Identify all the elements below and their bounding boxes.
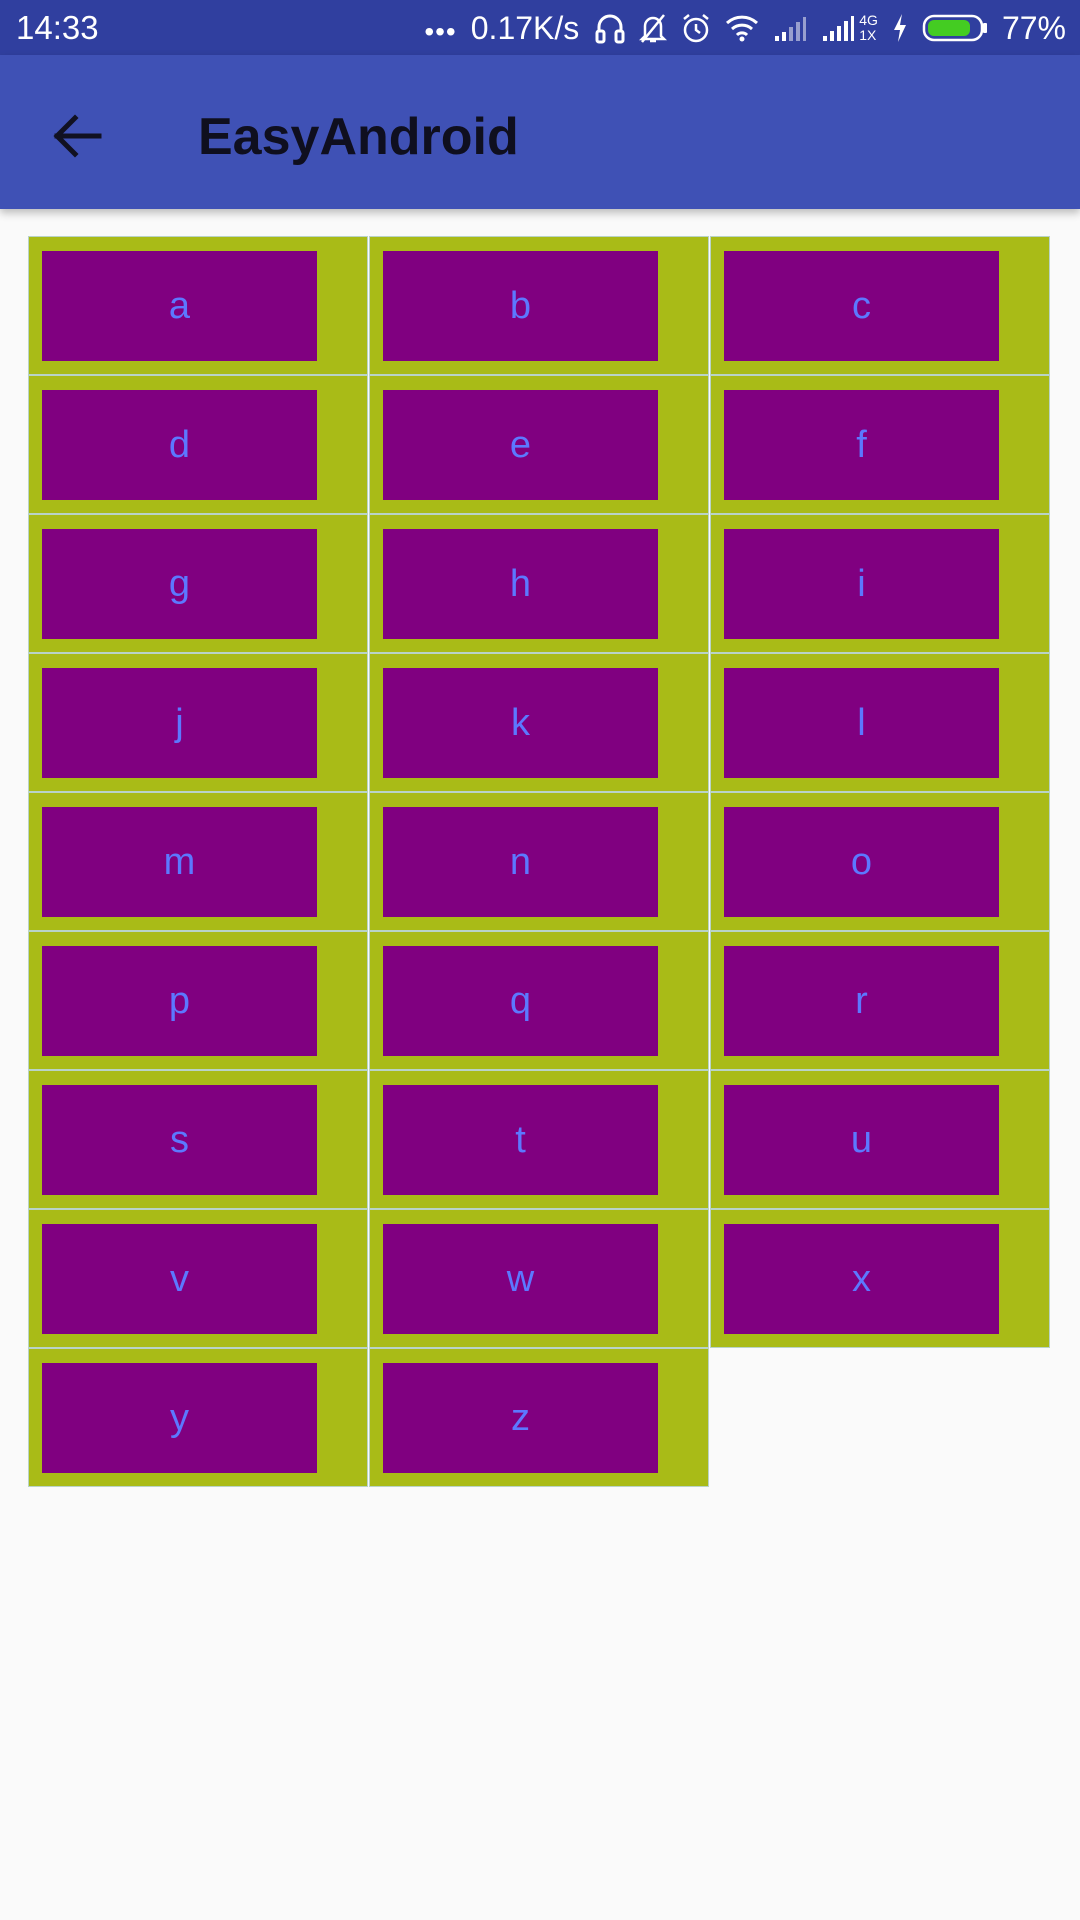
net-type-bottom: 1X xyxy=(859,27,877,43)
letter-button-k[interactable]: k xyxy=(383,668,658,778)
grid-cell xyxy=(28,931,368,1070)
letter-button-n[interactable]: n xyxy=(383,807,658,917)
signal-4g-icon xyxy=(821,13,878,43)
grid-cell xyxy=(710,653,1050,792)
grid-cell xyxy=(28,1070,368,1209)
letter-button-h[interactable]: h xyxy=(383,529,658,639)
letter-button-o[interactable]: o xyxy=(724,807,999,917)
letter-button-s[interactable]: s xyxy=(42,1085,317,1195)
grid-cell xyxy=(369,1070,709,1209)
network-speed: 0.17K/s xyxy=(470,9,580,46)
battery-icon xyxy=(922,13,988,43)
grid-cell xyxy=(369,1348,709,1487)
grid-cell xyxy=(28,1348,368,1487)
signal-icon xyxy=(773,14,807,42)
grid-cell xyxy=(369,653,709,792)
grid-cell xyxy=(369,375,709,514)
grid-cell xyxy=(28,1209,368,1348)
letter-button-v[interactable]: v xyxy=(42,1224,317,1334)
letter-button-u[interactable]: u xyxy=(724,1085,999,1195)
letter-button-d[interactable]: d xyxy=(42,390,317,500)
grid-cell xyxy=(710,1070,1050,1209)
grid-cell xyxy=(710,514,1050,653)
grid-cell xyxy=(28,792,368,931)
letter-button-p[interactable]: p xyxy=(42,946,317,1056)
page-title: EasyAndroid xyxy=(198,108,519,166)
app-bar xyxy=(0,55,1080,209)
more-dots: ••• xyxy=(424,16,457,47)
grid-cell xyxy=(28,375,368,514)
net-type-top: 4G xyxy=(859,12,878,28)
charging-icon xyxy=(892,13,908,43)
back-button[interactable] xyxy=(32,93,122,183)
letter-button-i[interactable]: i xyxy=(724,529,999,639)
letter-button-j[interactable]: j xyxy=(42,668,317,778)
bell-off-icon xyxy=(639,12,667,44)
grid-cell xyxy=(369,514,709,653)
grid-cell xyxy=(710,375,1050,514)
grid-cell xyxy=(369,236,709,375)
letter-button-a[interactable]: a xyxy=(42,251,317,361)
letter-button-y[interactable]: y xyxy=(42,1363,317,1473)
letter-button-f[interactable]: f xyxy=(724,390,999,500)
letter-button-r[interactable]: r xyxy=(724,946,999,1056)
wifi-icon xyxy=(725,14,759,42)
grid-cell xyxy=(28,653,368,792)
letter-button-x[interactable]: x xyxy=(724,1224,999,1334)
letter-button-b[interactable]: b xyxy=(383,251,658,361)
battery-percent: 77% xyxy=(1001,9,1066,46)
grid-cell xyxy=(369,931,709,1070)
status-time: 14:33 xyxy=(16,9,99,46)
grid-cell xyxy=(28,236,368,375)
grid-cell xyxy=(369,1209,709,1348)
alarm-icon xyxy=(681,12,711,44)
grid-cell xyxy=(28,514,368,653)
grid-cell xyxy=(710,792,1050,931)
grid-cell xyxy=(710,236,1050,375)
letter-button-l[interactable]: l xyxy=(724,668,999,778)
letter-button-z[interactable]: z xyxy=(383,1363,658,1473)
grid-cell xyxy=(369,792,709,931)
letter-button-c[interactable]: c xyxy=(724,251,999,361)
letter-button-q[interactable]: q xyxy=(383,946,658,1056)
letter-button-e[interactable]: e xyxy=(383,390,658,500)
letter-button-t[interactable]: t xyxy=(383,1085,658,1195)
arrow-left-icon xyxy=(51,112,103,165)
letter-button-w[interactable]: w xyxy=(383,1224,658,1334)
headset-icon xyxy=(595,12,625,44)
status-icons xyxy=(424,6,1066,50)
grid-cell xyxy=(710,1209,1050,1348)
letter-button-g[interactable]: g xyxy=(42,529,317,639)
letter-button-m[interactable]: m xyxy=(42,807,317,917)
status-bar xyxy=(0,0,1080,55)
grid-cell xyxy=(710,931,1050,1070)
